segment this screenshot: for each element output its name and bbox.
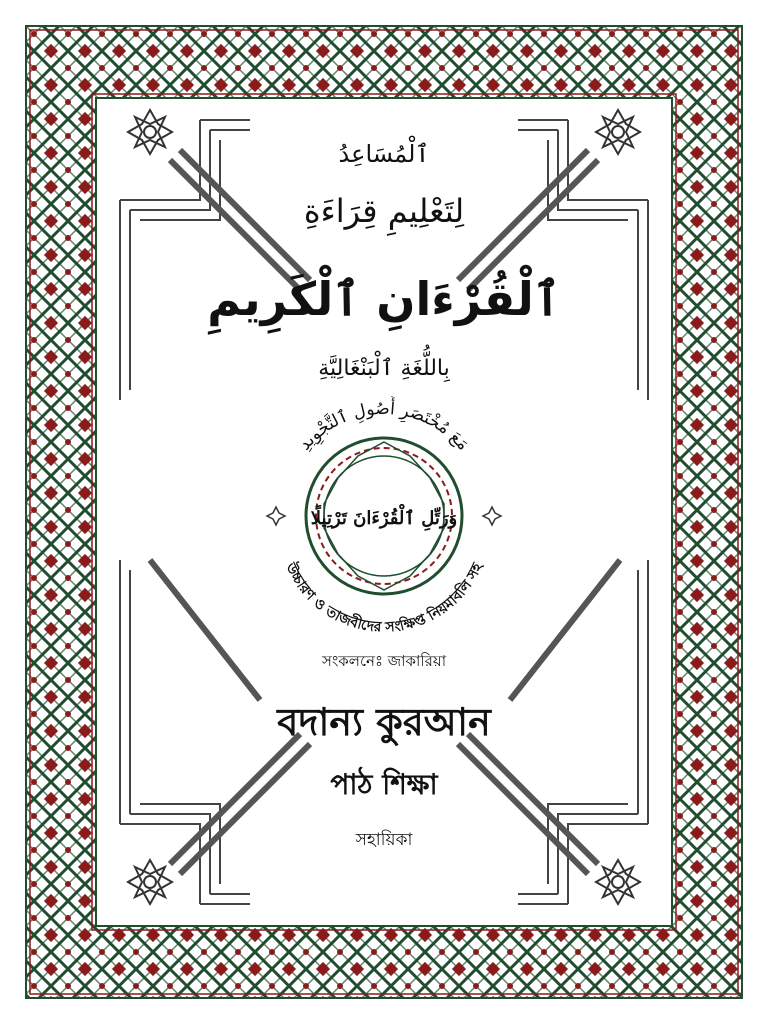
arabic-title-line-2: لِتَعْلِيمِ قِرَاءَةِ bbox=[303, 192, 465, 230]
compiler-credit: সংকলনেঃ জাকারিয়া bbox=[321, 652, 447, 670]
arabic-title-line-4: بِاللُّغَةِ ٱلْبَنْغَالِيَّةِ bbox=[318, 356, 450, 381]
arabic-title-line-1: ٱلْمُسَاعِدُ bbox=[338, 140, 430, 168]
seal-center-calligraphy: وَرَتِّلِ ٱلْقُرْءَانَ تَرْتِيلًا bbox=[310, 508, 458, 529]
seal-arc-top: مَعَ مُخْتَصَرِ أُصُولِ ٱلتَّجْوِيدِ bbox=[294, 398, 474, 455]
bengali-helper-label: সহায়িকা bbox=[355, 830, 413, 850]
seal-arc-bottom: উচ্চারণ ও তাজবীদের সংক্ষিপ্ত নিয়মাবলি সহ bbox=[282, 560, 486, 636]
bengali-subtitle: পাঠ শিক্ষা bbox=[330, 768, 438, 801]
bengali-main-title: বদান্য কুরআন bbox=[277, 700, 491, 744]
arabic-title-line-3: ٱلْقُرْءَانِ ٱلْكَرِيمِ bbox=[207, 272, 561, 326]
